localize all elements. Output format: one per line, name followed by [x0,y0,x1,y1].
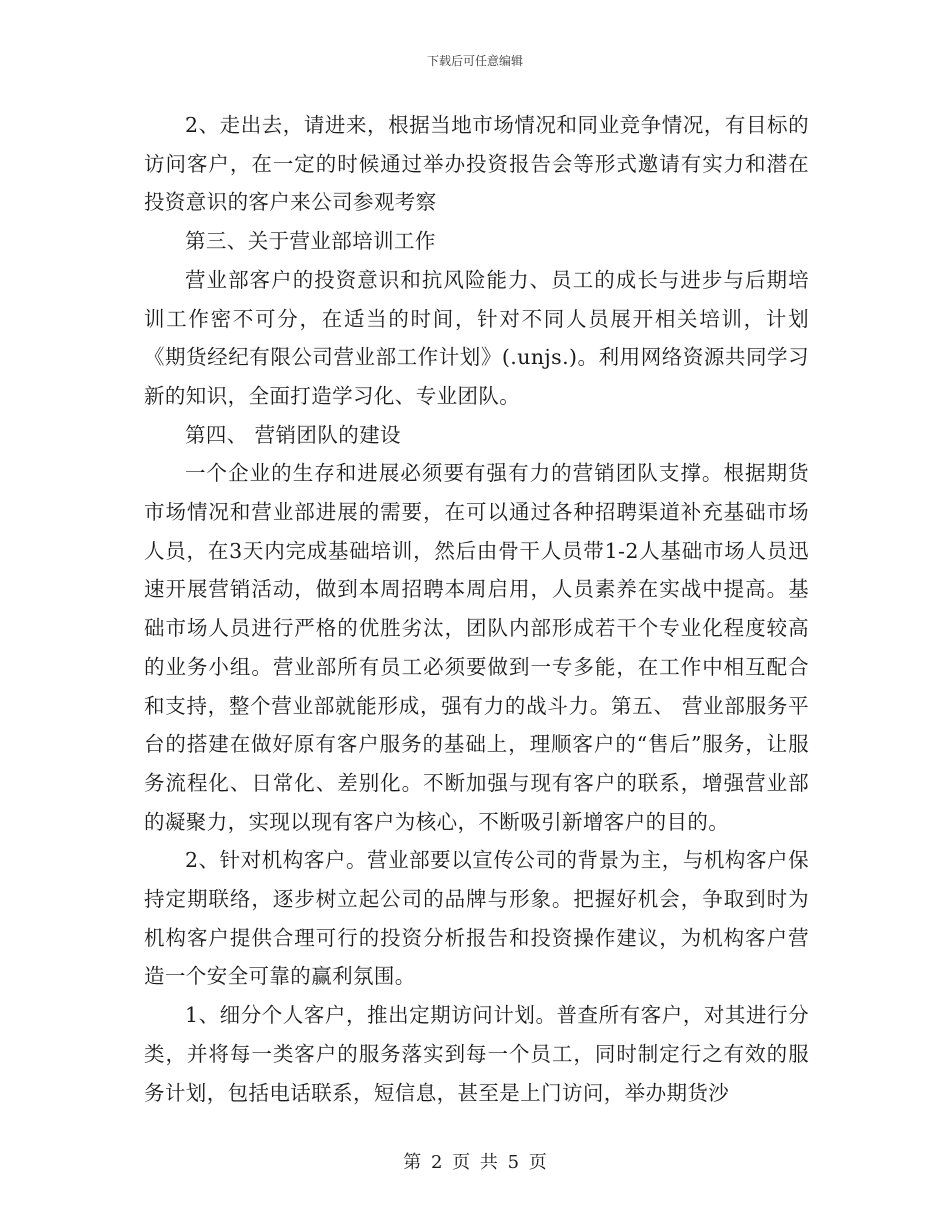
section-heading-sales-team: 第四、 营销团队的建设 [185,422,401,447]
paragraph-visit-clients: 2、走出去，请进来，根据当地市场情况和同业竞争情况，有目标的访问客户，在一定的时候通过举办投资报告会等形式邀请有实力和潜在投资意识的客户来公司参观考察 [144,113,809,215]
paragraph-individual-clients: 1、细分个人客户，推出定期访问计划。普查所有客户，对其进行分类，并将每一类客户的服务落实到每一个员工，同时制定行之有效的服务计划，包括电话联系，短信息，甚至是上门访问，举办期货沙 [144,1003,809,1105]
document-body [144,106,809,1112]
section-heading-training: 第三、关于营业部培训工作 [185,229,436,254]
paragraph-training: 营业部客户的投资意识和抗风险能力、员工的成长与进步与后期培训工作密不可分，在适当的时间，针对不同人员展开相关培训，计划《期货经纪有限公司营业部工作计划》(.unjs.)。利用网络资源共同学习新的知识，全面打造学习化、专业团队。 [144,267,809,408]
paragraph-institutional-clients: 2、针对机构客户。营业部要以宣传公司的背景为主，与机构客户保持定期联络，逐步树立起公司的品牌与形象。把握好机会，争取到时为机构客户提供合理可行的投资分析报告和投资操作建议，为机构客户营造一个安全可靠的赢利氛围。 [144,848,809,989]
paragraph-sales-team: 一个企业的生存和进展必须要有强有力的营销团队支撑。根据期货市场情况和营业部进展的需要，在可以通过各种招聘渠道补充基础市场人员，在3天内完成基础培训，然后由骨干人员带1-2人基础市场人员迅速开展营销活动，做到本周招聘本周启用，人员素养在实战中提高。基础市场人员进行严格的优胜劣汰，团队内部形成若干个专业化程度较高的业务小组。营业部所有员工必须要做到一专多能，在工作中相互配合和支持，整个营业部就能形成，强有力的战斗力。第五、 营业部服务平台的搭建在做好原有客户服务的基础上，理顺客户的“售后”服务，让服务流程化、日常化、差别化。不断加强与现有客户的联系，增强营业部的凝聚力，实现以现有客户为核心，不断吸引新增客户的目的。 [144,461,809,834]
page-header: 下载后可任意编辑 [426,54,523,68]
page-number: 第 2 页 共 5 页 [403,1152,547,1173]
